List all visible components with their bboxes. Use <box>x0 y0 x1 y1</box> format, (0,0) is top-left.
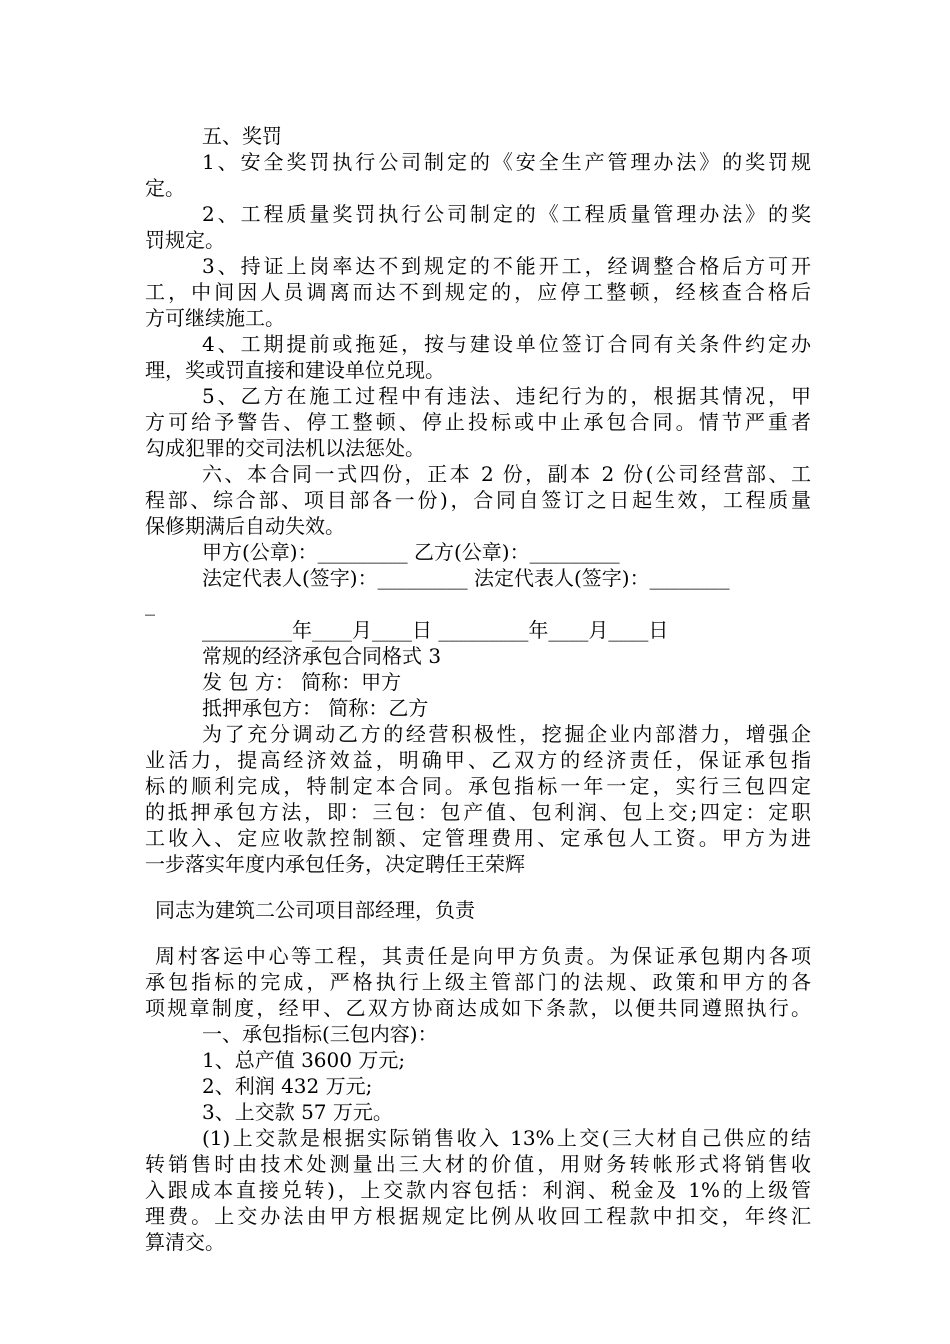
paragraph-line: 方可给予警告、停工整顿、停止投标或中止承包合同。情节严重者 <box>145 410 811 434</box>
paragraph-line: 算清交。 <box>145 1230 225 1254</box>
paragraph-line: 项规章制度，经甲、乙双方协商达成如下条款，以便共同遵照执行。 <box>145 996 811 1020</box>
section-heading-indicators: 一、承包指标(三包内容)： <box>202 1022 438 1046</box>
paragraph-line: 的抵押承包方法，即：三包：包产值、包利润、包上交;四定：定职 <box>145 800 811 824</box>
signature-line-seals: 甲方(公章)：_________ 乙方(公章)：_________ <box>202 540 620 564</box>
paragraph-line: 理费。上交办法由甲方根据规定比例从收回工程款中扣交，年终汇 <box>145 1204 811 1228</box>
paragraph-line: 理，奖或罚直接和建设单位兑现。 <box>145 358 445 382</box>
paragraph-line: 5、乙方在施工过程中有违法、违纪行为的，根据其情况，甲 <box>202 384 811 408</box>
paragraph-line: 六、本合同一式四份，正本 2 份，副本 2 份(公司经营部、工 <box>202 462 811 486</box>
paragraph-line: 工，中间因人员调离而达不到规定的，应停工整顿，经核查合格后 <box>145 280 811 304</box>
paragraph-line: 标的顺利完成，特制定本合同。承包指标一年一定，实行三包四定 <box>145 774 811 798</box>
signature-line-representatives: 法定代表人(签字)：_________ 法定代表人(签字)：________ <box>202 566 730 590</box>
contract-template-title: 常规的经济承包合同格式 3 <box>202 644 442 668</box>
paragraph-line: 入跟成本直接兑转)，上交款内容包括：利润、税金及 1%的上级管 <box>145 1178 811 1202</box>
party-a-line: 发 包 方： 简称：甲方 <box>202 670 402 694</box>
paragraph-line: 罚规定。 <box>145 228 225 252</box>
signature-date-line: _________年____月____日 _________年____月____日 <box>202 618 669 642</box>
signature-underline-overflow: _ <box>145 592 155 616</box>
paragraph-line: 勾成犯罪的交司法机以法惩处。 <box>145 436 425 460</box>
party-b-line: 抵押承包方： 简称：乙方 <box>202 696 429 720</box>
section-heading-rewards: 五、奖罚 <box>202 124 282 148</box>
paragraph-line: 业活力，提高经济效益，明确甲、乙双方的经济责任，保证承包指 <box>145 748 811 772</box>
paragraph-line: 3、持证上岗率达不到规定的不能开工，经调整合格后方可开 <box>202 254 811 278</box>
indicator-remittance: 3、上交款 57 万元。 <box>202 1100 393 1124</box>
paragraph-line: 保修期满后自动失效。 <box>145 514 345 538</box>
paragraph-line: 2、工程质量奖罚执行公司制定的《工程质量管理办法》的奖 <box>202 202 811 226</box>
paragraph-line: 工收入、定应收款控制额、定管理费用、定承包人工资。甲方为进 <box>145 826 811 850</box>
paragraph-line: 1、安全奖罚执行公司制定的《安全生产管理办法》的奖罚规 <box>202 150 811 174</box>
paragraph-line: 定。 <box>145 176 185 200</box>
paragraph-line: 一步落实年度内承包任务，决定聘任王荣辉 <box>145 852 525 876</box>
paragraph-line: 承包指标的完成，严格执行上级主管部门的法规、政策和甲方的各 <box>145 970 811 994</box>
paragraph-line: 方可继续施工。 <box>145 306 285 330</box>
paragraph-line: 为了充分调动乙方的经营积极性，挖掘企业内部潜力，增强企 <box>202 722 811 746</box>
paragraph-line: 程部、综合部、项目部各一份)，合同自签订之日起生效，工程质量 <box>145 488 811 512</box>
paragraph-line: 周村客运中心等工程，其责任是向甲方负责。为保证承包期内各项 <box>155 944 811 968</box>
paragraph-line: 4、工期提前或拖延，按与建设单位签订合同有关条件约定办 <box>202 332 811 356</box>
paragraph-line: 转销售时由技术处测量出三大材的价值，用财务转帐形式将销售收 <box>145 1152 811 1176</box>
indicator-total-output: 1、总产值 3600 万元; <box>202 1048 406 1072</box>
indicator-profit: 2、利润 432 万元; <box>202 1074 373 1098</box>
paragraph-line: 同志为建筑二公司项目部经理，负责 <box>155 898 475 922</box>
paragraph-line: (1)上交款是根据实际销售收入 13%上交(三大材自己供应的结 <box>202 1126 811 1150</box>
